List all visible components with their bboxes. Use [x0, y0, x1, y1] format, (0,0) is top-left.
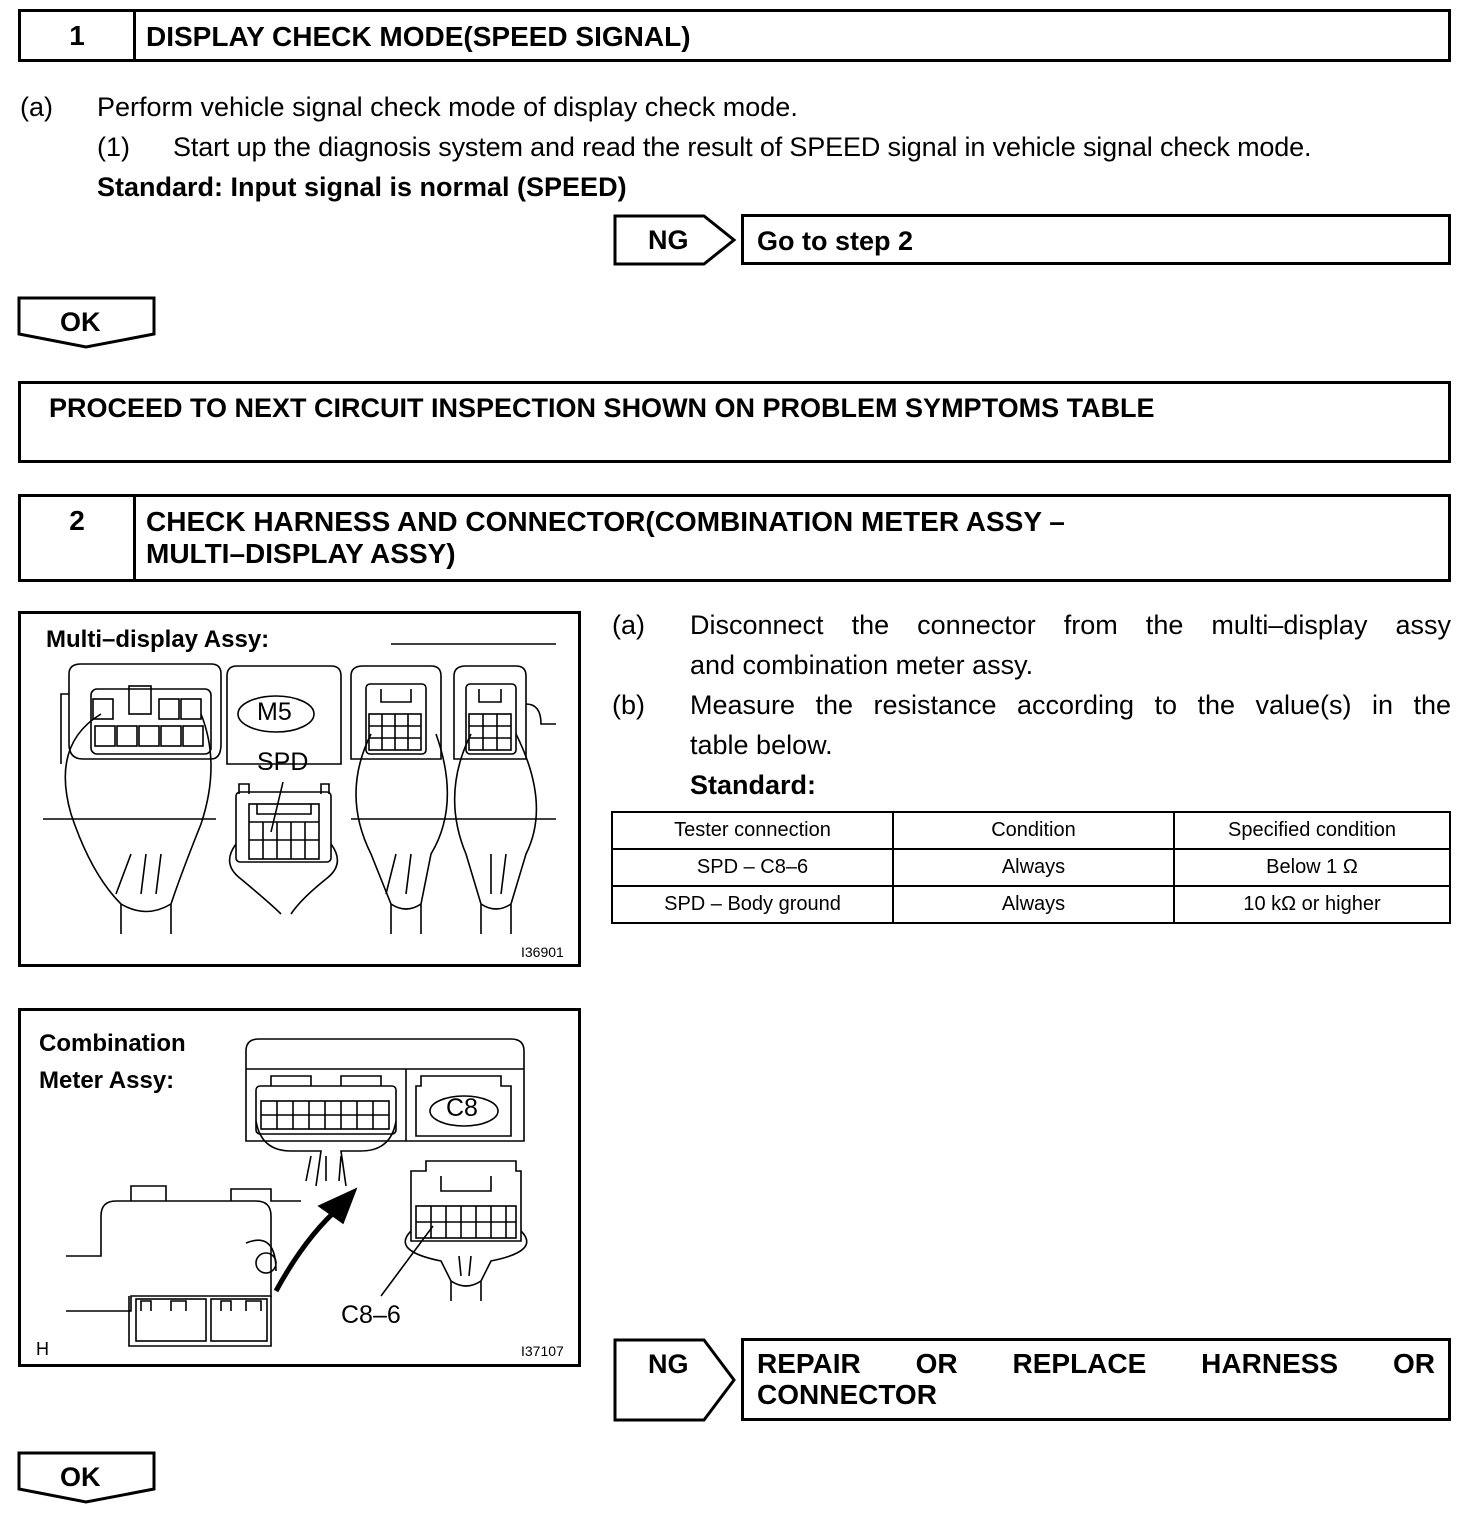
step2-number: 2	[21, 497, 136, 579]
spec-table	[611, 811, 1451, 924]
combination-meter-title-line1: Combination	[39, 1030, 186, 1057]
table-row	[612, 849, 1450, 886]
table-header-cell: Specified condition	[1174, 812, 1450, 849]
figure2-corner-mark: H	[36, 1339, 49, 1359]
multi-display-title: Multi–display Assy:	[46, 626, 270, 653]
step2-ng-label: NG	[648, 1349, 689, 1379]
step2-header	[18, 494, 1451, 582]
step1-title: DISPLAY CHECK MODE(SPEED SIGNAL)	[146, 21, 691, 52]
connector-label-c8: C8	[446, 1094, 478, 1122]
step2-ng-action-line2: CONNECTOR	[757, 1379, 937, 1410]
table-header-cell: Tester connection	[612, 812, 893, 849]
step1-ng-label: NG	[648, 225, 689, 255]
step1-item-a-label: (a)	[20, 92, 53, 122]
step2-standard: Standard:	[690, 770, 817, 800]
step1-item-a-text: Perform vehicle signal check mode of display check mode.	[97, 92, 798, 122]
combination-meter-title	[39, 1025, 186, 1099]
step2-title	[146, 506, 1436, 570]
terminal-label-c8-6: C8–6	[341, 1301, 401, 1329]
table-cell: SPD – Body ground	[612, 886, 893, 923]
step2-title-line2: MULTI–DISPLAY ASSY)	[146, 538, 456, 569]
connector-label-m5: M5	[257, 698, 292, 726]
proceed-box	[18, 381, 1451, 463]
step2-item-a-line2: and combination meter assy.	[690, 650, 1034, 680]
step2-ng-action-line1: REPAIR OR REPLACE HARNESS OR	[757, 1348, 1435, 1379]
step2-item-b-label: (b)	[612, 690, 645, 720]
step1-number: 1	[21, 12, 136, 59]
multi-display-illustration	[21, 614, 578, 964]
table-cell: SPD – C8–6	[612, 849, 893, 886]
step2-item-a-line1: Disconnect the connector from the multi–display assy	[690, 610, 1451, 640]
step1-standard: Standard: Input signal is normal (SPEED)	[97, 172, 627, 202]
table-cell: 10 kΩ or higher	[1174, 886, 1450, 923]
step1-ng-action: Go to step 2	[757, 226, 914, 256]
step2-item-b-line2: table below.	[690, 730, 833, 760]
figure1-id: I36901	[521, 944, 564, 960]
table-header-cell: Condition	[893, 812, 1174, 849]
step2-item-a-label: (a)	[612, 610, 645, 640]
step1-item-1-label: (1)	[97, 132, 130, 162]
table-row	[612, 886, 1450, 923]
step2-ok-label: OK	[60, 1462, 101, 1492]
step2-ng-action-box	[741, 1338, 1451, 1421]
proceed-text: PROCEED TO NEXT CIRCUIT INSPECTION SHOWN ON PROBLEM SYMPTOMS TABLE	[49, 393, 1155, 423]
figure-combination-meter	[18, 1008, 581, 1367]
step1-header	[18, 9, 1451, 62]
table-cell: Always	[893, 886, 1174, 923]
step1-item-1-text: Start up the diagnosis system and read the result of SPEED signal in vehicle signal check mode.	[173, 132, 1312, 162]
step2-ng-action	[757, 1348, 1435, 1410]
terminal-label-spd: SPD	[257, 748, 309, 776]
table-cell: Always	[893, 849, 1174, 886]
step2-item-b-line1: Measure the resistance according to the value(s) in the	[690, 690, 1451, 720]
step1-ok-label: OK	[60, 307, 101, 337]
step1-ng-action-box	[741, 214, 1451, 265]
step2-title-line1: CHECK HARNESS AND CONNECTOR(COMBINATION METER ASSY –	[146, 506, 1065, 537]
figure-multi-display	[18, 611, 581, 967]
figure2-id: I37107	[521, 1343, 564, 1359]
table-header-row	[612, 812, 1450, 849]
table-cell: Below 1 Ω	[1174, 849, 1450, 886]
combination-meter-title-line2: Meter Assy:	[39, 1067, 175, 1094]
